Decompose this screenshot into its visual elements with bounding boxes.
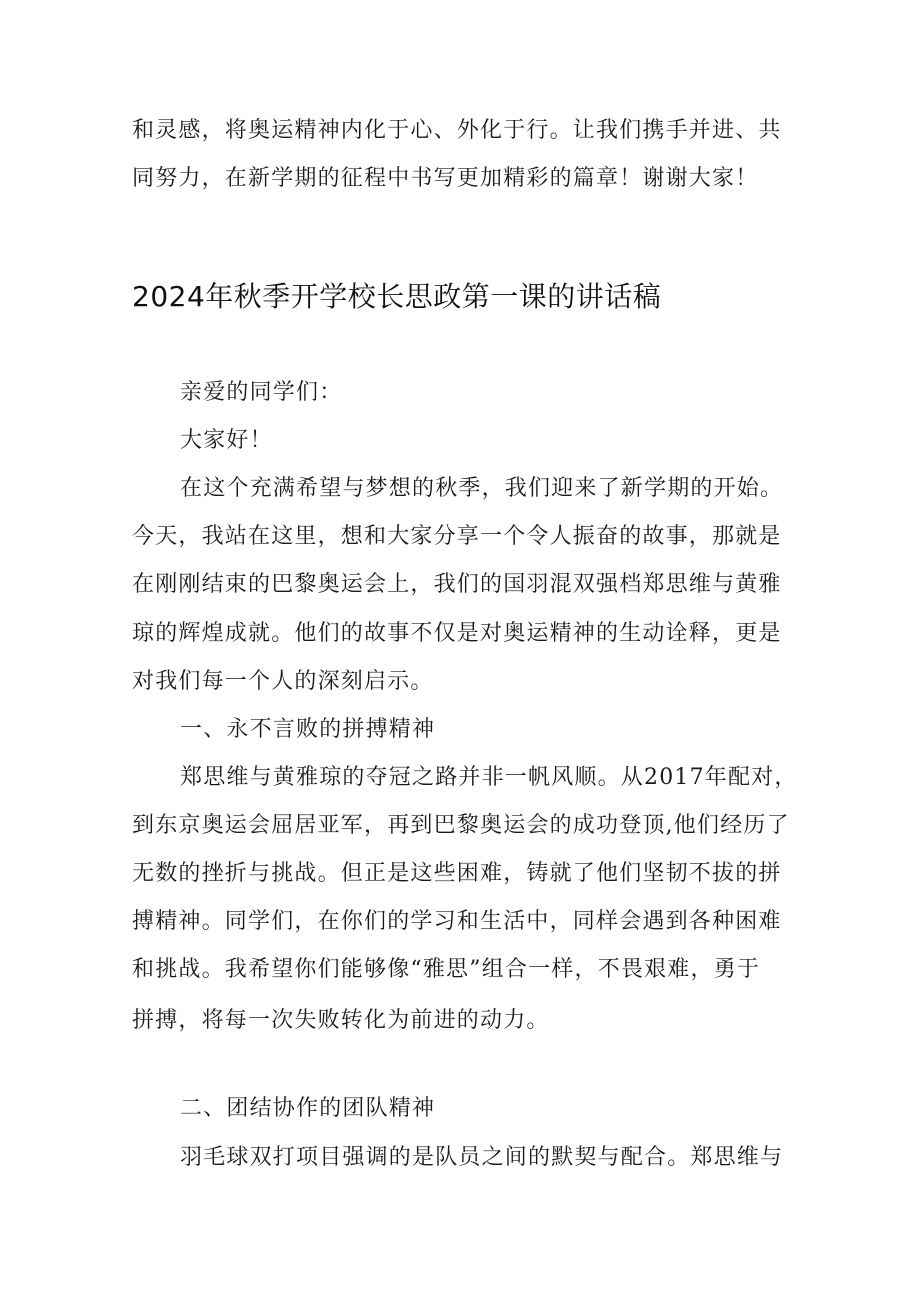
intro-line-5: 对我们每一个人的深刻启示。 xyxy=(132,669,434,694)
section1-line-1: 郑思维与黄雅琼的夺冠之路并非一帆风顺。从2017年配对， xyxy=(180,765,798,790)
intro-line-3: 在刚刚结束的巴黎奥运会上，我们的国羽混双强档郑思维与黄雅 xyxy=(132,572,782,597)
section1-line-5: 和挑战。我希望你们能够像“雅思”组合一样，不畏艰难，勇于 xyxy=(132,957,761,982)
carryover-line-2: 同努力，在新学期的征程中书写更加精彩的篇章！谢谢大家！ xyxy=(132,166,759,191)
intro-line-2: 今天，我站在这里，想和大家分享一个令人振奋的故事，那就是 xyxy=(132,524,782,549)
section1-line-6: 拼搏，将每一次失败转化为前进的动力。 xyxy=(132,1008,550,1033)
section1-heading: 一、永不言败的拼搏精神 xyxy=(180,717,436,742)
greeting-hello: 大家好！ xyxy=(180,428,273,453)
document-title: 2024年秋季开学校长思政第一课的讲话稿 xyxy=(132,280,662,313)
salutation: 亲爱的同学们： xyxy=(180,380,343,405)
section1-line-3: 无数的挫折与挑战。但正是这些困难，铸就了他们坚韧不拔的拼 xyxy=(132,861,782,886)
intro-line-4: 琼的辉煌成就。他们的故事不仅是对奥运精神的生动诠释，更是 xyxy=(132,621,782,646)
section2-heading: 二、团结协作的团队精神 xyxy=(180,1096,436,1121)
section2-line-1: 羽毛球双打项目强调的是队员之间的默契与配合。郑思维与 xyxy=(180,1145,784,1170)
intro-line-1: 在这个充满希望与梦想的秋季，我们迎来了新学期的开始。 xyxy=(180,476,784,501)
section1-line-4: 搏精神。同学们，在你们的学习和生活中，同样会遇到各种困难 xyxy=(132,909,782,934)
section1-line-2: 到东京奥运会屈居亚军，再到巴黎奥运会的成功登顶,他们经历了 xyxy=(132,813,790,838)
carryover-line-1: 和灵感，将奥运精神内化于心、外化于行。让我们携手并进、共 xyxy=(132,118,782,143)
